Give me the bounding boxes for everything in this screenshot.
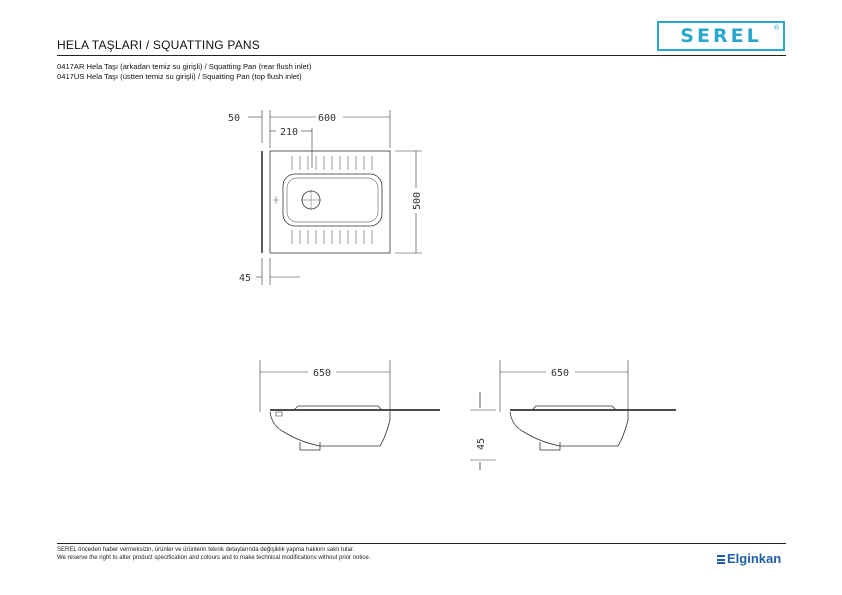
dim-rear-width: 650 [313,368,332,379]
page-title: HELA TAŞLARI / SQUATTING PANS [57,38,260,52]
footer-notice-tr: SEREL önceden haber vermeksizin, ürünler ve ürünlerin teknik detaylarında değişiklik yapma hakkını saklı tutar. [57,547,355,553]
dim-top-width: 650 [551,368,570,379]
subtitle-rear-inlet: 0417AR Hela Taşı (arkadan temiz su girişli) / Squatting Pan (rear flush inlet) [57,62,312,71]
subtitle-top-inlet: 0417US Hela Taşı (üstten temiz su girişli) / Squatting Pan (top flush inlet) [57,72,302,81]
dim-height: 500 [412,191,423,210]
elginkan-mark-icon [717,554,725,566]
elginkan-brand-text: Elginkan [727,551,782,566]
serel-logo-text: SEREL [680,25,762,47]
dim-inner: 210 [280,127,299,138]
dim-left-offset: 50 [228,113,241,124]
top-view-pan [262,151,390,253]
top-view-dimension-lines [248,110,422,285]
dim-bottom-offset: 45 [239,273,252,284]
footer-divider [57,543,786,544]
elginkan-logo [717,551,781,566]
footer-notice-en: We reserve the right to alter product specification and colours and to make technical modifications without prior notice. [57,555,371,561]
dim-top-height: 45 [476,437,487,450]
dim-width: 600 [318,113,337,124]
registered-mark: ® [773,25,779,32]
side-view-top-inlet [470,360,676,470]
side-view-rear-inlet [260,360,440,450]
